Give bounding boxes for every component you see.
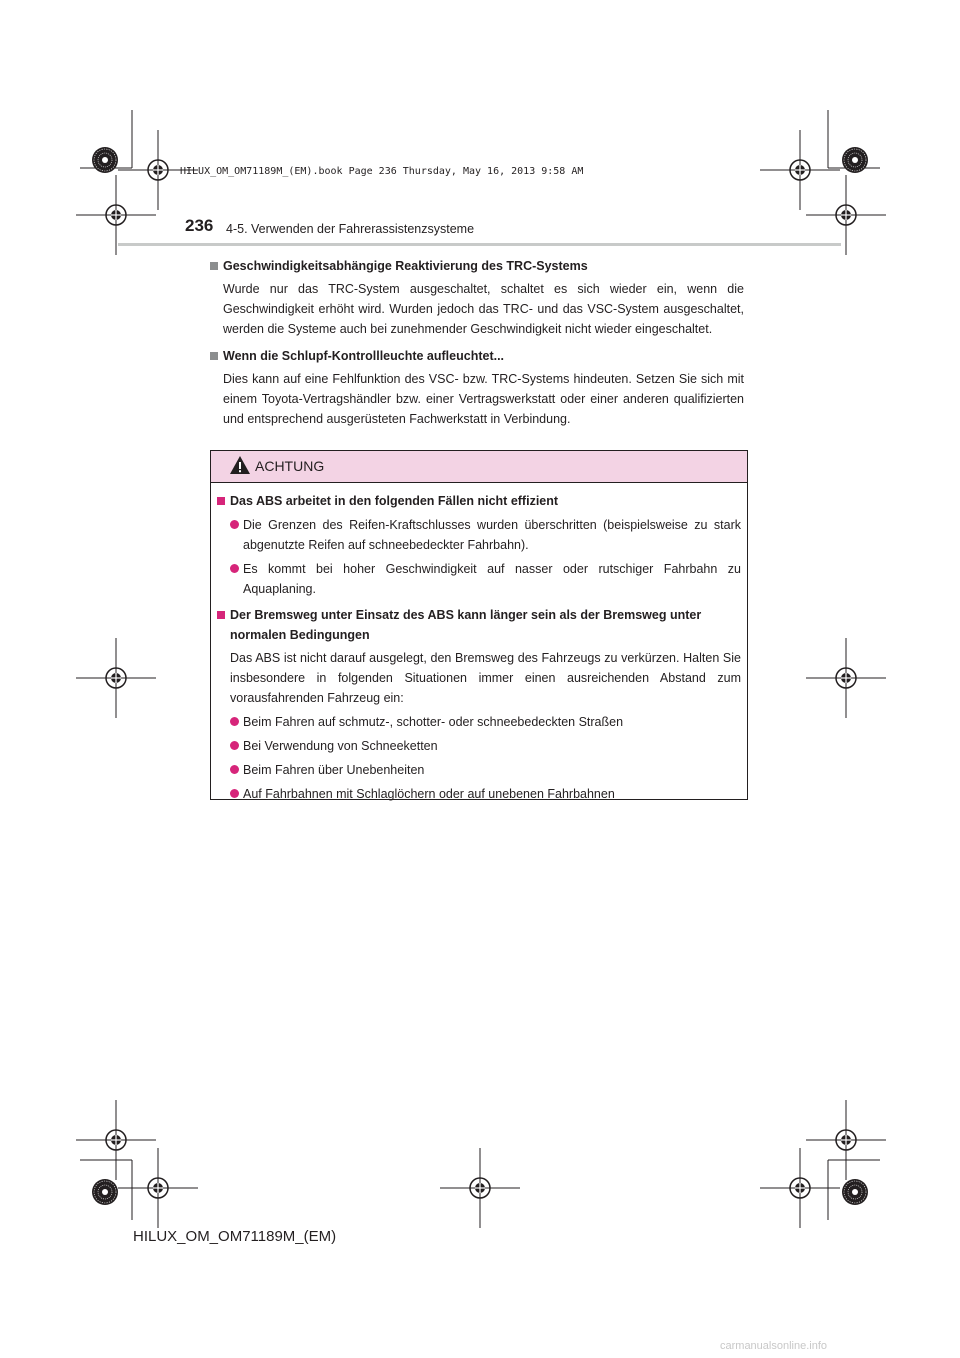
watermark: carmanualsonline.info — [720, 1340, 828, 1352]
warning-section-text: Das ABS ist nicht darauf ausgelegt, den Bremsweg des Fahrzeugs zu verkürzen. Halten Sie insbesondere in folgenden Situationen immer einen ausreichenden Abstand zum vorausfahrenden Fahrzeug ein: — [230, 651, 741, 705]
list-item-text: Beim Fahren über Unebenheiten — [243, 763, 425, 777]
square-bullet-icon — [210, 262, 218, 270]
list-item-text: Bei Verwendung von Schneeketten — [243, 739, 438, 753]
round-bullet-icon — [230, 765, 239, 774]
square-bullet-icon — [210, 352, 218, 360]
warning-section-heading — [217, 491, 741, 511]
main-content — [210, 256, 744, 436]
square-bullet-icon — [217, 497, 225, 505]
warning-section-heading — [217, 605, 741, 645]
warning-section-heading-text: Der Bremsweg unter Einsatz des ABS kann länger sein als der Bremsweg unter normalen Bedingungen — [230, 608, 702, 642]
warning-triangle-icon — [229, 455, 251, 475]
item-heading-text: Geschwindigkeitsabhängige Reaktivierung des TRC-Systems — [223, 259, 588, 273]
warning-box — [210, 450, 748, 800]
page-number: 236 — [185, 216, 214, 235]
list-item-text: Beim Fahren auf schmutz-, schotter- oder schneebedeckten Straßen — [243, 715, 624, 729]
item-heading-text: Wenn die Schlupf-Kontrollleuchte aufleuchtet... — [223, 349, 505, 363]
book-meta-line: HILUX_OM_OM71189M_(EM).book Page 236 Thursday, May 16, 2013 9:58 AM — [180, 166, 584, 177]
item-heading — [210, 256, 744, 276]
footer-document-code: HILUX_OM_OM71189M_(EM) — [133, 1228, 337, 1245]
round-bullet-icon — [230, 741, 239, 750]
round-bullet-icon — [230, 564, 239, 573]
list-item-text: Es kommt bei hoher Geschwindigkeit auf nasser oder rutschiger Fahrbahn zu Aquaplaning. — [243, 562, 741, 596]
info-item — [210, 256, 744, 339]
warning-body — [211, 483, 747, 804]
round-bullet-icon — [230, 717, 239, 726]
list-item-text: Die Grenzen des Reifen-Kraftschlusses wurden überschritten (beispielsweise zu stark abgenutzte Reifen auf schneebedeckter Fahrbahn). — [243, 518, 741, 552]
item-heading — [210, 346, 744, 366]
list-item — [217, 736, 741, 756]
list-item — [217, 760, 741, 780]
list-item — [217, 515, 741, 555]
item-text: Dies kann auf eine Fehlfunktion des VSC- bzw. TRC-Systems hindeuten. Setzen Sie sich mit einem Toyota-Vertragshändler bzw. einer Vertragswerkstatt oder einer anderen qualifizierten und entsprechend ausgerüsteten Fachwerkstatt in Verbindung. — [223, 372, 744, 426]
square-bullet-icon — [217, 611, 225, 619]
list-item — [217, 784, 741, 804]
warning-section-heading-text: Das ABS arbeitet in den folgenden Fällen nicht effizient — [230, 494, 559, 508]
round-bullet-icon — [230, 789, 239, 798]
round-bullet-icon — [230, 520, 239, 529]
item-text: Wurde nur das TRC-System ausgeschaltet, schaltet es sich wieder ein, wenn die Geschwindigkeit erhöht wird. Wurden jedoch das TRC- und das VSC-System ausgeschaltet, werden die Systeme auch bei zunehmender Geschwindigkeit nicht wieder eingeschaltet. — [223, 282, 744, 336]
list-item-text: Auf Fahrbahnen mit Schlaglöchern oder auf unebenen Fahrbahnen — [243, 787, 615, 801]
section-title: 4-5. Verwenden der Fahrerassistenzsysteme — [226, 222, 475, 236]
info-item — [210, 346, 744, 429]
header-divider — [118, 243, 841, 246]
list-item — [217, 559, 741, 599]
warning-label: ACHTUNG — [255, 458, 325, 474]
list-item — [217, 712, 741, 732]
warning-header — [211, 451, 747, 483]
